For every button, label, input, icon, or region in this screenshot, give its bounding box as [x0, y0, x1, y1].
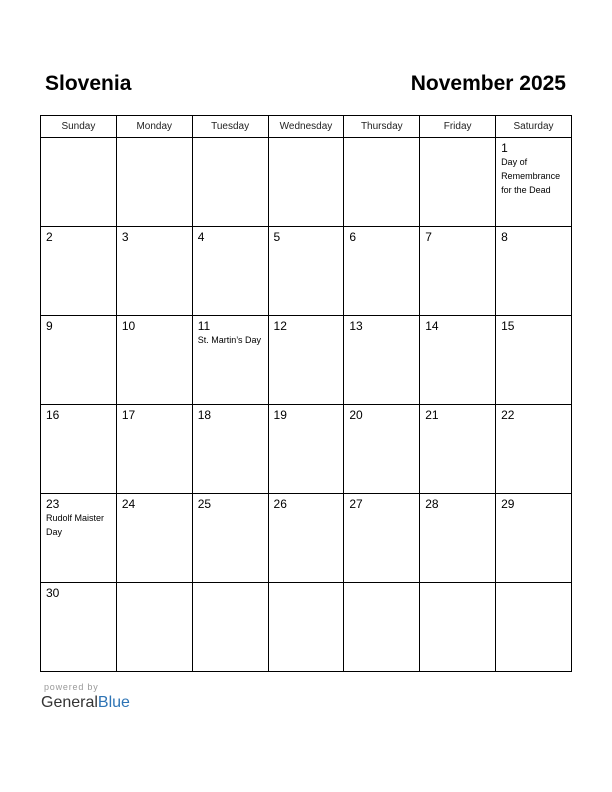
day-cell — [41, 405, 117, 494]
day-cell — [41, 316, 117, 405]
day-number: 25 — [197, 497, 212, 511]
day-cell — [496, 494, 572, 583]
weekday-header-friday: Friday — [420, 116, 496, 138]
day-cell — [41, 494, 117, 583]
day-cell — [268, 316, 344, 405]
day-number: 8 — [501, 230, 508, 244]
day-cell — [496, 405, 572, 494]
day-number: 3 — [121, 230, 129, 244]
day-cell — [344, 227, 420, 316]
day-number: 21 — [425, 408, 439, 422]
country-title: Slovenia — [45, 72, 132, 95]
day-cell — [496, 227, 572, 316]
day-cell — [116, 405, 192, 494]
day-number: 12 — [273, 319, 287, 333]
day-number: 1 — [501, 141, 508, 155]
weekday-header-tuesday: Tuesday — [192, 116, 268, 138]
day-cell — [116, 227, 192, 316]
holiday-label: Rudolf Maister Day — [46, 513, 105, 537]
day-cell — [268, 583, 344, 672]
day-cell — [344, 494, 420, 583]
day-cell — [192, 227, 268, 316]
holiday-label: Day of Remembrance for the Dead — [501, 157, 561, 195]
day-cell — [192, 583, 268, 672]
day-cell — [116, 316, 192, 405]
day-number: 18 — [197, 408, 212, 422]
day-cell — [268, 494, 344, 583]
weekday-header-saturday: Saturday — [496, 116, 572, 138]
day-cell — [192, 494, 268, 583]
brand-blue-text: Blue — [97, 694, 130, 711]
day-cell — [344, 405, 420, 494]
day-cell — [268, 227, 344, 316]
day-cell — [420, 494, 496, 583]
day-number: 11 — [197, 319, 211, 333]
week-row — [41, 316, 572, 405]
weekday-header-thursday: Thursday — [344, 116, 420, 138]
day-number: 22 — [501, 408, 515, 422]
day-number: 10 — [121, 319, 136, 333]
day-number: 20 — [349, 408, 363, 422]
weekday-header-monday: Monday — [116, 116, 192, 138]
day-cell — [420, 138, 496, 227]
calendar-grid — [40, 115, 572, 672]
day-cell — [192, 138, 268, 227]
day-cell — [41, 583, 117, 672]
day-cell — [116, 494, 192, 583]
holiday-label: St. Martin’s Day — [197, 335, 262, 345]
day-number: 16 — [46, 408, 60, 422]
weekday-header-wednesday: Wednesday — [268, 116, 344, 138]
day-number: 9 — [46, 319, 53, 333]
day-number: 28 — [425, 497, 439, 511]
week-row — [41, 138, 572, 227]
day-cell — [41, 138, 117, 227]
day-number: 29 — [501, 497, 515, 511]
day-cell — [41, 227, 117, 316]
day-number: 27 — [349, 497, 363, 511]
day-number: 19 — [273, 408, 287, 422]
calendar-body — [41, 138, 572, 672]
day-number: 13 — [349, 319, 363, 333]
week-row — [41, 583, 572, 672]
day-number: 6 — [349, 230, 357, 244]
day-number: 17 — [121, 408, 136, 422]
day-cell — [496, 583, 572, 672]
day-cell — [420, 316, 496, 405]
brand-general-text: General — [41, 694, 98, 711]
weekday-header-row — [41, 116, 572, 138]
day-cell — [420, 405, 496, 494]
powered-by-label: powered by — [44, 682, 99, 692]
day-cell — [268, 138, 344, 227]
day-cell — [192, 316, 268, 405]
generalblue-logo[interactable] — [41, 693, 130, 713]
day-cell — [496, 138, 572, 227]
day-number: 26 — [273, 497, 287, 511]
day-cell — [344, 138, 420, 227]
day-number: 14 — [425, 319, 439, 333]
day-cell — [420, 227, 496, 316]
day-cell — [496, 316, 572, 405]
day-cell — [116, 138, 192, 227]
day-number: 30 — [46, 586, 60, 600]
day-cell — [116, 583, 192, 672]
day-number: 24 — [121, 497, 136, 511]
weekday-header-sunday: Sunday — [41, 116, 117, 138]
day-cell — [344, 316, 420, 405]
day-cell — [344, 583, 420, 672]
week-row — [41, 227, 572, 316]
day-cell — [268, 405, 344, 494]
week-row — [41, 494, 572, 583]
day-number: 2 — [46, 230, 53, 244]
day-cell — [420, 583, 496, 672]
day-number: 7 — [425, 230, 432, 244]
day-number: 15 — [501, 319, 515, 333]
day-number: 23 — [46, 497, 60, 511]
day-number: 5 — [273, 230, 281, 244]
day-number: 4 — [197, 230, 205, 244]
month-title: November 2025 — [410, 72, 566, 95]
day-cell — [192, 405, 268, 494]
week-row — [41, 405, 572, 494]
